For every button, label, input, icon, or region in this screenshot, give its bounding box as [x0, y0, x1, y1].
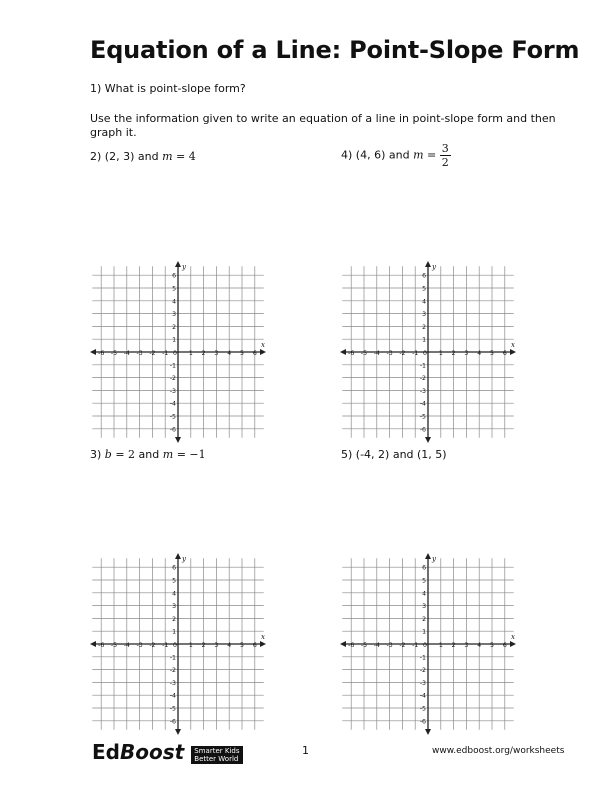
x-tick-label: -4 [123, 642, 130, 649]
axis-arrowhead [510, 349, 516, 355]
x-tick-label: 2 [201, 350, 206, 357]
y-tick-label: 4 [172, 590, 176, 598]
y-tick-label: -5 [169, 413, 176, 421]
x-tick-label: 6 [502, 350, 507, 357]
y-tick-label: 3 [172, 311, 176, 319]
problem-4-eq: = [423, 148, 440, 162]
axis-arrowhead [175, 261, 181, 267]
y-tick-label: -3 [419, 387, 426, 395]
x-tick-label: 1 [188, 350, 193, 357]
tagline-line-2: Better World [194, 754, 239, 763]
x-tick-label: 5 [490, 642, 494, 649]
y-tick-label: 2 [172, 615, 176, 623]
axis-arrowhead [175, 437, 181, 443]
x-tick-label: -5 [360, 350, 368, 357]
x-tick-label: -5 [360, 642, 368, 649]
fraction-denominator: 2 [441, 156, 449, 169]
y-tick-label: -1 [169, 654, 176, 662]
y-tick-label: 1 [422, 628, 426, 636]
y-tick-label: 5 [422, 577, 426, 585]
coordinate-grid-problem-3[interactable] [86, 552, 270, 736]
x-tick-label: 6 [252, 642, 257, 649]
x-tick-label: -6 [348, 642, 355, 649]
problem-5: 5) (-4, 2) and (1, 5) [341, 448, 447, 461]
y-tick-label: -2 [169, 375, 176, 383]
x-tick-label: -6 [348, 350, 355, 357]
y-axis-label: y [182, 263, 186, 271]
axis-arrowhead [425, 553, 431, 559]
axis-arrowhead [90, 641, 96, 647]
edboost-logo [92, 740, 243, 764]
tagline-line-1: Smarter Kids [194, 746, 240, 755]
website-link[interactable]: www.edboost.org/worksheets [432, 746, 565, 756]
grid-svg [336, 260, 520, 444]
x-tick-label: -2 [399, 642, 406, 649]
x-tick-label: 6 [252, 350, 257, 357]
x-tick-label: -6 [98, 350, 105, 357]
y-tick-label: 3 [172, 603, 176, 611]
y-tick-label: 6 [172, 272, 176, 280]
problem-2 [90, 150, 196, 163]
grid-svg [336, 552, 520, 736]
problem-4 [341, 142, 451, 169]
y-tick-label: 4 [422, 590, 426, 598]
y-tick-label: -2 [419, 667, 426, 675]
problem-3 [90, 448, 206, 461]
x-tick-label: 4 [227, 350, 232, 357]
x-axis-label: x [261, 633, 265, 641]
y-tick-label: 4 [422, 298, 426, 306]
y-tick-label: 2 [422, 615, 426, 623]
x-tick-label: 0 [173, 642, 177, 649]
axis-arrowhead [425, 261, 431, 267]
x-tick-label: -3 [386, 350, 393, 357]
x-tick-label: -1 [162, 350, 169, 357]
x-tick-label: 6 [502, 642, 507, 649]
x-tick-label: 1 [188, 642, 193, 649]
problem-2-eq: = 4 [172, 150, 196, 163]
x-tick-label: -2 [149, 642, 156, 649]
y-tick-label: 1 [172, 336, 176, 344]
y-tick-label: 6 [422, 272, 426, 280]
problem-3-m: m [162, 448, 174, 461]
y-tick-label: -2 [419, 375, 426, 383]
problem-4-fraction [440, 142, 451, 169]
x-tick-label: 3 [214, 642, 219, 649]
problem-3-b: b [104, 448, 112, 461]
x-tick-label: 0 [173, 350, 177, 357]
x-tick-label: -2 [399, 350, 406, 357]
logo-tagline [191, 746, 242, 764]
y-tick-label: 6 [422, 564, 426, 572]
grid-svg [86, 260, 270, 444]
logo-ed-text: Ed [92, 740, 120, 764]
x-tick-label: -3 [136, 642, 143, 649]
problem-4-m: m [413, 148, 424, 162]
grid-svg [86, 552, 270, 736]
y-tick-label: 3 [422, 311, 426, 319]
axis-arrowhead [175, 553, 181, 559]
problem-3-and: and [135, 448, 163, 461]
logo-boost-text: Boost [119, 740, 185, 764]
x-tick-label: -2 [149, 350, 156, 357]
x-tick-label: 2 [201, 642, 206, 649]
x-tick-label: -5 [110, 642, 118, 649]
y-tick-label: 1 [422, 336, 426, 344]
y-tick-label: -6 [169, 718, 176, 726]
y-tick-label: -3 [169, 387, 176, 395]
y-tick-label: -4 [169, 400, 176, 408]
y-tick-label: 5 [422, 285, 426, 293]
axis-arrowhead [260, 641, 266, 647]
x-axis-label: x [511, 633, 515, 641]
x-axis-label: x [261, 341, 265, 349]
x-tick-label: 3 [464, 642, 469, 649]
axis-arrowhead [425, 437, 431, 443]
x-tick-label: 2 [451, 642, 456, 649]
x-tick-label: 5 [490, 350, 494, 357]
y-tick-label: -2 [169, 667, 176, 675]
y-tick-label: -6 [419, 426, 426, 434]
y-tick-label: -1 [419, 654, 426, 662]
y-tick-label: 3 [422, 603, 426, 611]
x-tick-label: 5 [240, 350, 244, 357]
problem-4-prefix: 4) (4, 6) and [341, 148, 414, 162]
coordinate-grid-problem-5[interactable] [336, 552, 520, 736]
x-tick-label: 4 [477, 350, 482, 357]
x-tick-label: -1 [162, 642, 169, 649]
y-tick-label: -5 [419, 705, 426, 713]
axis-arrowhead [510, 641, 516, 647]
y-tick-label: 4 [172, 298, 176, 306]
axis-arrowhead [425, 729, 431, 735]
x-tick-label: -4 [373, 350, 380, 357]
x-tick-label: 1 [438, 642, 443, 649]
x-tick-label: 3 [464, 350, 469, 357]
problem-3-beq: = 2 [111, 448, 136, 461]
x-axis-label: x [511, 341, 515, 349]
x-tick-label: 0 [423, 642, 427, 649]
axis-arrowhead [340, 641, 346, 647]
problem-3-prefix: 3) [90, 448, 105, 461]
fraction-numerator: 3 [441, 142, 449, 155]
problem-3-meq: = −1 [173, 448, 206, 461]
y-axis-label: y [432, 555, 436, 563]
y-axis-label: y [432, 263, 436, 271]
y-tick-label: -4 [419, 400, 426, 408]
x-tick-label: 1 [438, 350, 443, 357]
x-tick-label: -3 [136, 350, 143, 357]
axis-arrowhead [260, 349, 266, 355]
x-tick-label: -4 [373, 642, 380, 649]
y-tick-label: -1 [169, 362, 176, 370]
question-1: 1) What is point-slope form? [90, 82, 246, 95]
axis-arrowhead [175, 729, 181, 735]
x-tick-label: 3 [214, 350, 219, 357]
x-tick-label: 5 [240, 642, 244, 649]
y-tick-label: -5 [169, 705, 176, 713]
coordinate-grid-problem-4[interactable] [336, 260, 520, 444]
x-tick-label: -5 [110, 350, 118, 357]
instructions-line-2: graph it. [90, 126, 137, 139]
coordinate-grid-problem-2[interactable] [86, 260, 270, 444]
y-tick-label: 5 [172, 285, 176, 293]
instructions-line-1: Use the information given to write an equation of a line in point-slope form and then [90, 112, 556, 125]
y-tick-label: 5 [172, 577, 176, 585]
y-tick-label: -6 [419, 718, 426, 726]
x-tick-label: -3 [386, 642, 393, 649]
x-tick-label: -6 [98, 642, 105, 649]
y-tick-label: -5 [419, 413, 426, 421]
y-tick-label: -1 [419, 362, 426, 370]
axis-arrowhead [340, 349, 346, 355]
axis-arrowhead [90, 349, 96, 355]
y-tick-label: 1 [172, 628, 176, 636]
page-number: 1 [302, 744, 309, 757]
y-tick-label: 2 [422, 323, 426, 331]
y-tick-label: -3 [169, 679, 176, 687]
y-tick-label: -6 [169, 426, 176, 434]
y-tick-label: 2 [172, 323, 176, 331]
problem-2-m: m [162, 150, 173, 163]
y-tick-label: -3 [419, 679, 426, 687]
y-tick-label: 6 [172, 564, 176, 572]
problem-2-prefix: 2) (2, 3) and [90, 150, 163, 163]
x-tick-label: -1 [412, 642, 419, 649]
x-tick-label: 0 [423, 350, 427, 357]
x-tick-label: 4 [227, 642, 232, 649]
x-tick-label: -1 [412, 350, 419, 357]
page-title: Equation of a Line: Point-Slope Form [90, 36, 580, 64]
y-axis-label: y [182, 555, 186, 563]
x-tick-label: 4 [477, 642, 482, 649]
y-tick-label: -4 [169, 692, 176, 700]
x-tick-label: -4 [123, 350, 130, 357]
y-tick-label: -4 [419, 692, 426, 700]
x-tick-label: 2 [451, 350, 456, 357]
